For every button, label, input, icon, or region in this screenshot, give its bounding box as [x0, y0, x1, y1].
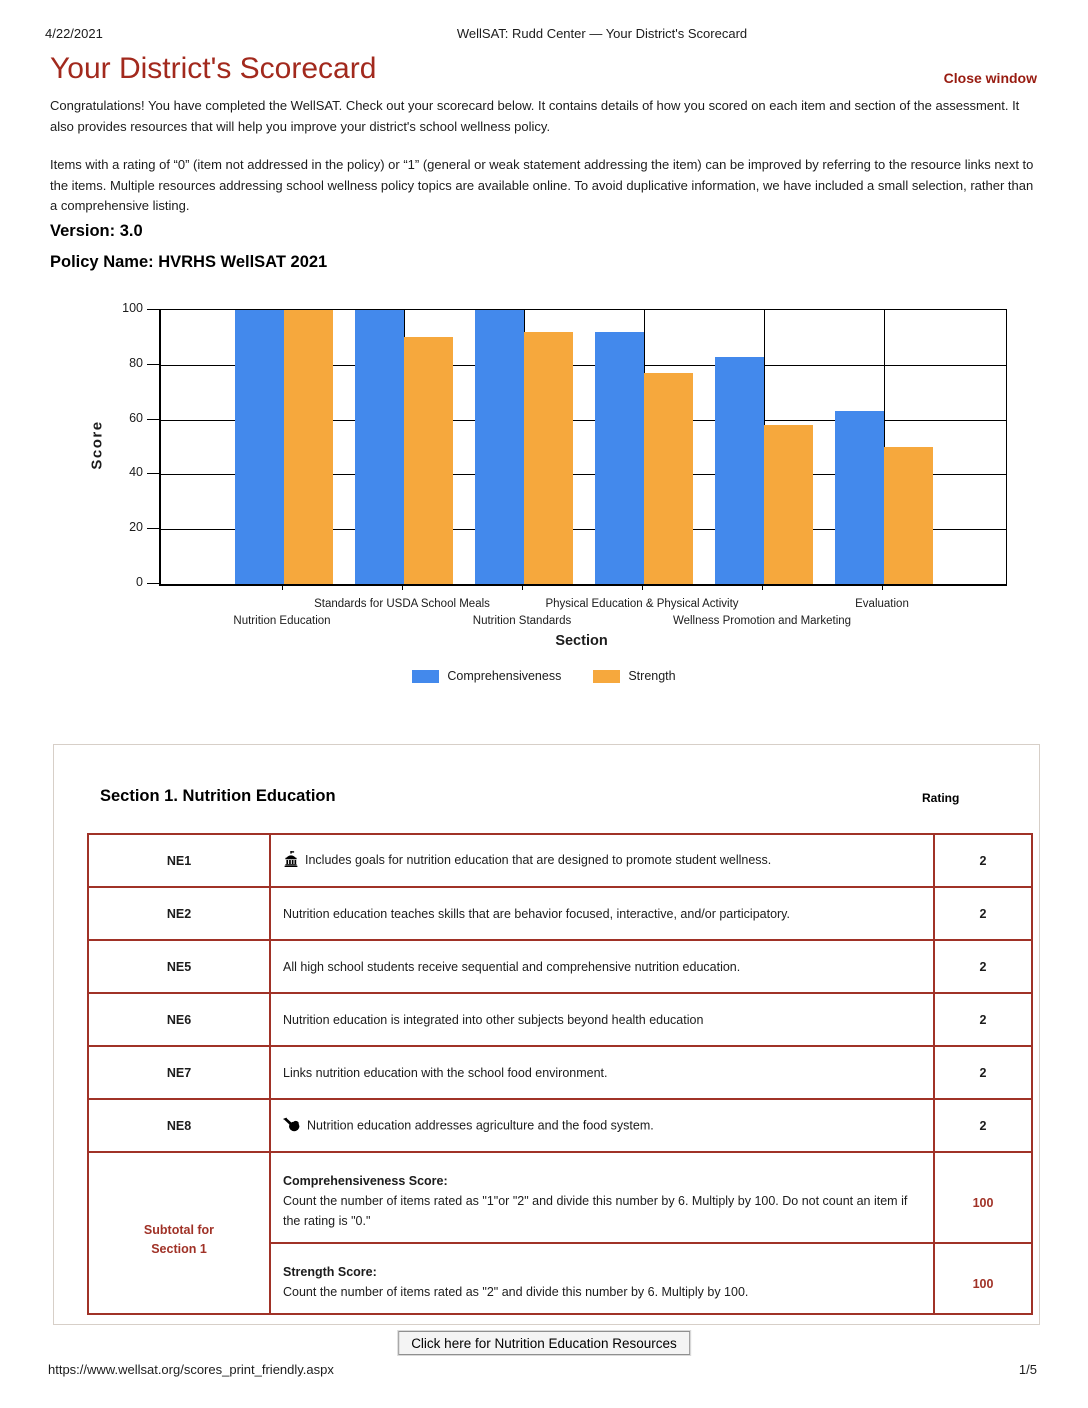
x-category-label-5: Evaluation	[855, 598, 909, 610]
section1-title: Section 1. Nutrition Education	[100, 787, 336, 805]
section1-ratings-table	[87, 833, 1033, 1315]
item-code: NE6	[88, 993, 270, 1046]
x-category-label-2: Nutrition Standards	[472, 615, 572, 627]
version-label: Version: 3.0	[50, 222, 143, 240]
item-rating: 2	[934, 887, 1032, 940]
y-tick-80	[147, 364, 159, 365]
y-tick-40	[147, 473, 159, 474]
print-footer-page-indicator: 1/5	[1018, 1362, 1037, 1377]
score-bar-comprehensiveness-2	[475, 310, 524, 584]
legend-comprehensiveness-label: Comprehensiveness	[447, 669, 562, 683]
chart-plot-area	[159, 309, 1007, 586]
score-bar-strength-4	[764, 425, 813, 584]
y-tick-0	[147, 583, 159, 584]
x-tick-4	[762, 585, 763, 590]
y-axis-title: Score	[88, 420, 106, 470]
item-text: Nutrition education addresses agriculture and the food system.	[307, 1117, 654, 1132]
intro-paragraph-2: Items with a rating of “0” (item not addressed in the policy) or “1” (general or weak statement addressing the item) can be improved by referring to the resource links next to the items. Multiple resources addressing school wellness policy topics are available online. To avoid duplicative information, we have included a small selection, rather than a comprehensive listing.	[50, 157, 1034, 213]
y-tick-20	[147, 528, 159, 529]
x-tick-5	[882, 585, 883, 590]
strength-score-value: 100	[934, 1243, 1032, 1314]
x-category-label-1: Standards for USDA School Meals	[314, 598, 490, 610]
chart-legend	[0, 669, 1088, 683]
nutrition-education-resources-button[interactable]: Click here for Nutrition Education Resources	[398, 1331, 690, 1355]
score-bar-strength-2	[524, 332, 573, 584]
item-rating: 2	[934, 993, 1032, 1046]
item-code: NE8	[88, 1099, 270, 1152]
comprehensiveness-score-text: Count the number of items rated as "1"or "2" and divide this number by 6. Multiply by 100. Do not count an item if the rating is "0."	[283, 1193, 908, 1228]
item-rating: 2	[934, 1099, 1032, 1152]
score-bar-strength-1	[404, 337, 453, 584]
item-text: Nutrition education teaches skills that are behavior focused, interactive, and/or participatory.	[270, 887, 934, 940]
strength-score-heading: Strength Score:	[283, 1264, 377, 1279]
table-row	[88, 993, 1032, 1046]
item-text: Nutrition education is integrated into other subjects beyond health education	[270, 993, 934, 1046]
item-rating: 2	[934, 834, 1032, 887]
x-tick-3	[642, 585, 643, 590]
item-rating: 2	[934, 1046, 1032, 1099]
legend-strength-label: Strength	[628, 669, 676, 683]
item-text: All high school students receive sequential and comprehensive nutrition education.	[270, 940, 934, 993]
scores-bar-chart	[0, 295, 1088, 710]
item-text: Includes goals for nutrition education that are designed to promote student wellness.	[305, 852, 772, 867]
legend-strength-swatch	[593, 670, 620, 683]
score-bar-strength-0	[284, 310, 333, 584]
y-tick-label-60: 60	[129, 411, 143, 425]
subtotal-label: Subtotal for Section 1	[143, 1222, 215, 1256]
table-row	[88, 940, 1032, 993]
y-tick-label-0: 0	[136, 575, 143, 589]
subtotal-row-comprehensiveness	[88, 1152, 1032, 1243]
capitol-icon	[283, 851, 299, 870]
x-category-label-0: Nutrition Education	[233, 615, 331, 627]
score-bar-strength-3	[644, 373, 693, 584]
print-footer-url: https://www.wellsat.org/scores_print_friendly.aspx	[48, 1362, 334, 1377]
item-code: NE5	[88, 940, 270, 993]
table-row	[88, 887, 1032, 940]
item-code: NE1	[88, 834, 270, 887]
x-tick-0	[282, 585, 283, 590]
score-bar-comprehensiveness-3	[595, 332, 644, 584]
table-row	[88, 834, 1032, 887]
comprehensiveness-score-value: 100	[934, 1152, 1032, 1243]
comprehensiveness-score-heading: Comprehensiveness Score:	[283, 1173, 448, 1188]
legend-comprehensiveness-swatch	[412, 670, 439, 683]
score-bar-strength-5	[884, 447, 933, 584]
score-bar-comprehensiveness-0	[235, 310, 284, 584]
item-code: NE2	[88, 887, 270, 940]
intro-paragraph-1: Congratulations! You have completed the WellSAT. Check out your scorecard below. It contains details of how you scored on each item and section of the assessment. It also provides resources that will help you improve your district's school wellness policy.	[50, 98, 1020, 134]
x-category-label-4: Wellness Promotion and Marketing	[672, 615, 852, 627]
table-row	[88, 1046, 1032, 1099]
y-tick-label-80: 80	[129, 356, 143, 370]
y-tick-label-40: 40	[129, 465, 143, 479]
watering-can-icon	[283, 1117, 301, 1135]
close-window-link[interactable]: Close window	[943, 70, 1037, 86]
table-row	[88, 1099, 1032, 1152]
print-title: WellSAT: Rudd Center — Your District's Scorecard	[456, 26, 748, 41]
item-rating: 2	[934, 940, 1032, 993]
x-tick-2	[522, 585, 523, 590]
strength-score-text: Count the number of items rated as "2" and divide this number by 6. Multiply by 100.	[283, 1284, 749, 1299]
x-category-label-3: Physical Education & Physical Activity	[545, 598, 739, 610]
rating-column-header: Rating	[922, 791, 960, 805]
item-text: Links nutrition education with the school food environment.	[270, 1046, 934, 1099]
y-tick-100	[147, 309, 159, 310]
item-code: NE7	[88, 1046, 270, 1099]
page-title: Your District's Scorecard	[50, 52, 377, 85]
policy-name-label: Policy Name: HVRHS WellSAT 2021	[50, 253, 328, 271]
score-bar-comprehensiveness-1	[355, 310, 404, 584]
y-tick-60	[147, 419, 159, 420]
print-date: 4/22/2021	[45, 26, 103, 41]
score-bar-comprehensiveness-5	[835, 411, 884, 584]
section1-card	[53, 744, 1040, 1325]
x-axis-title: Section	[555, 633, 608, 649]
score-bar-comprehensiveness-4	[715, 357, 764, 584]
y-tick-label-20: 20	[129, 520, 143, 534]
x-tick-1	[402, 585, 403, 590]
y-tick-label-100: 100	[122, 301, 143, 315]
